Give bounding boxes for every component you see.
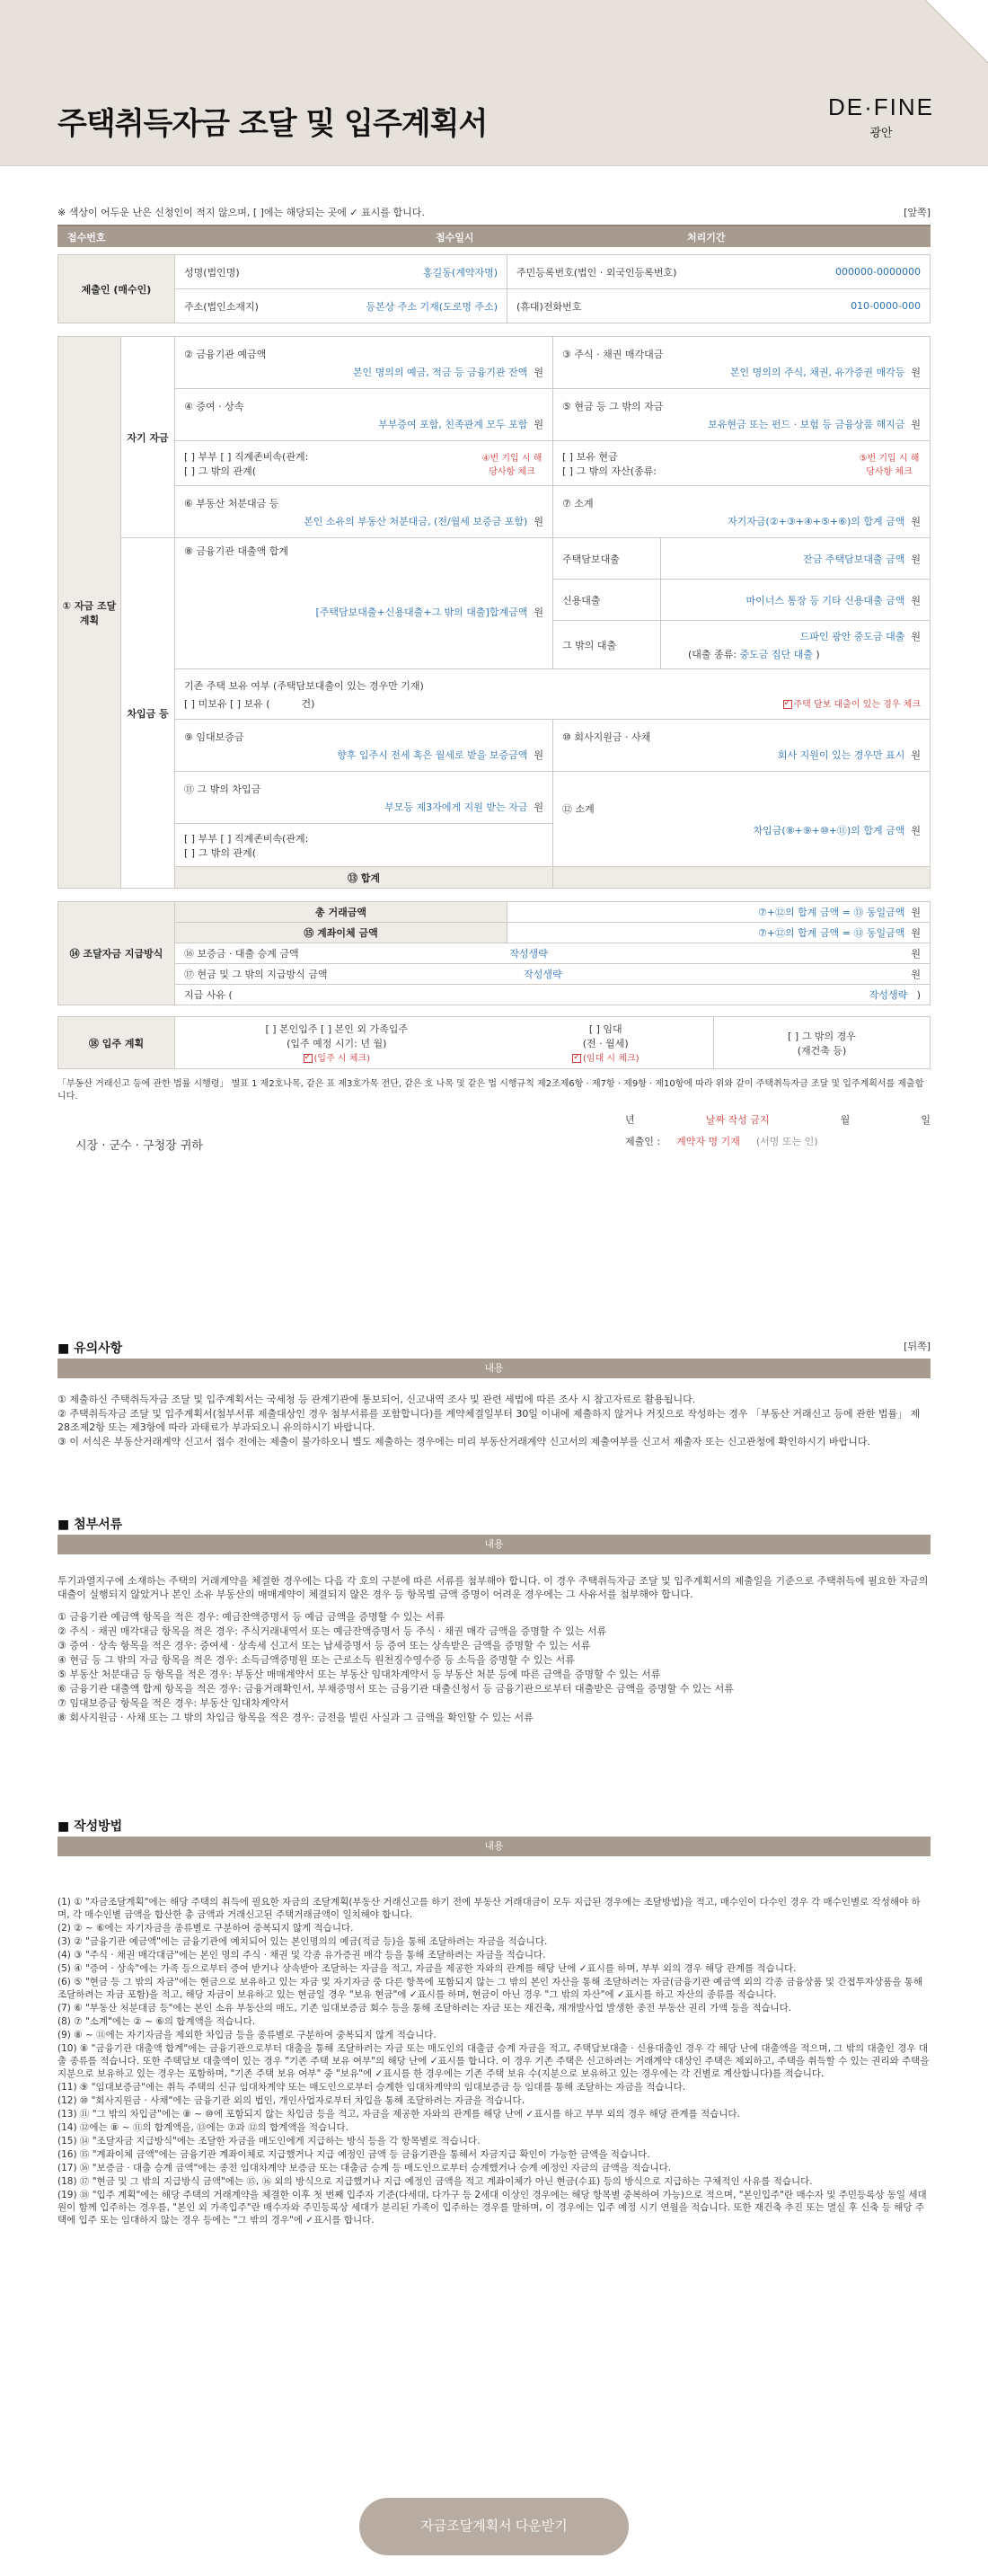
method-list <box>57 1896 931 2227</box>
won-unit: 원 <box>911 630 921 642</box>
form-head-row <box>58 227 931 247</box>
won-unit: 원 <box>911 553 921 565</box>
loan3-label: 그 밖의 대출 <box>553 621 661 669</box>
name-value[interactable]: 홍길동(계약자명) <box>423 266 498 279</box>
attach-title: ■ 첨부서류 <box>57 1518 123 1532</box>
won-unit: 원 <box>911 594 921 606</box>
method-title: ■ 작성방법 <box>57 1819 123 1834</box>
move-in-opt2[interactable]: [ ] 임대 <box>588 1023 622 1035</box>
c3-note[interactable]: 본인 명의의 주식, 채권, 유가증권 매각등 <box>729 366 905 378</box>
attach-list <box>57 1574 931 1725</box>
loan3-kind-note[interactable]: 중도금 집단 대출 <box>739 648 813 660</box>
form-note <box>57 205 931 221</box>
c7-note[interactable]: 자기자금(②+③+④+⑤+⑥)의 합계 금액 <box>727 515 905 527</box>
method-item: (8) ⑦ "소계"에는 ② ~ ⑥의 합계액을 적습니다. <box>57 2016 256 2027</box>
method-item: (12) ⑩ "회사지원금 · 사채"에는 금융기관 외의 법인, 개인사업자로부터 차입을 통해 조달하려는 자금을 적습니다. <box>57 2095 525 2106</box>
move-in-opt1-sub: (입주 예정 시기: 년 월) <box>287 1038 387 1049</box>
attach-intro: 투기과열지구에 소재하는 주택의 거래계약을 체결한 경우에는 다음 각 호의 구분에 따른 서류를 첨부해야 합니다. 이 경우 주택취득자금 조달 및 입주계획서의 제출일을 기준으로 주택취득에 필요한 자금의 대출이 실행되지 않았거나 본인 소유 부동산의 매매계약이 체결되지 않은 경우 등 항목별 금액 증명이 어려운 경우에는 그 사유서를 첨부해야 합니다. <box>57 1575 929 1600</box>
c5-check-other[interactable]: [ ] 그 밖의 자산(종류: <box>562 465 657 477</box>
existing-house-title: 기존 주택 보유 여부 (주택담보대출이 있는 경우만 기재) <box>184 679 424 692</box>
won-unit: 원 <box>911 515 921 527</box>
c5-red-note: ⑤번 기입 시 해당사항 체크 <box>859 453 920 477</box>
loan2-note[interactable]: 마이너스 통장 등 기타 신용대출 금액 <box>745 594 905 606</box>
won-unit: 원 <box>911 366 921 378</box>
attach-title-row <box>57 1515 931 1533</box>
won-unit: 원 <box>534 748 543 761</box>
buyer-table <box>57 254 931 323</box>
c12-note[interactable]: 차입금(⑧+⑨+⑩+⑪)의 합계 금액 <box>753 824 905 837</box>
move-in-opt3-sub: (재건축 등) <box>797 1044 847 1057</box>
won-unit: 원 <box>534 515 543 527</box>
loan3-kind-label: (대출 종류: <box>688 648 737 660</box>
addressee: 시장 · 군수 · 구청장 귀하 <box>75 1139 203 1153</box>
attach-item: ⑥ 금융기관 대출액 합계 항목을 적은 경우: 금융거래확인서, 부채증명서 또는 금융기관 대출신청서 등 금융기관으로부터 대출받은 금액을 증명할 수 있는 서류 <box>57 1683 734 1695</box>
c11-check-other[interactable]: [ ] 그 밖의 관계( <box>184 846 256 859</box>
method-item: (18) ⑰ "현금 및 그 밖의 지급방식 금액"에는 ⑮, ⑯ 외의 방식으로 지급했거나 지급 예정인 금액을 적고 계좌이체가 아닌 현금(수표) 등의 방식으로 지급하는 구체적인 사유를 적습니다. <box>57 2176 813 2187</box>
receipt-date: 접수일시 <box>427 227 678 247</box>
buyer-label: 제출인 (매수인) <box>58 255 175 323</box>
funding-form <box>57 225 931 1175</box>
method-item: (15) ⑭ "조달자금 지급방식"에는 조달한 자금을 매도인에게 지급하는 방식 등을 각 항목별로 적습니다. <box>57 2136 481 2147</box>
c12-title: ⑫ 소계 <box>562 802 595 815</box>
loan3-note[interactable]: 드파인 광안 중도금 대출 <box>799 630 905 642</box>
reason-label: 지급 사유 ( <box>184 989 233 1001</box>
c5-title: ⑤ 현금 등 그 밖의 자금 <box>562 400 664 412</box>
day-label: 일 <box>921 1114 931 1126</box>
c9-note[interactable]: 향후 입주시 전세 혹은 월세로 받을 보증금액 <box>337 748 528 761</box>
id-value[interactable]: 000000-0000000 <box>835 266 921 278</box>
payment-table: ⑭ 조달자금 지급방식 총 거래금액 ⑦+⑫의 합계 금액 = ⑬ 동일금액 원 ⑮ 계좌이체 금액 ⑦+⑫의 합계 금액 = ⑬ 동일금액 원 ⑯ 보증금 · 대출 승계 금액 작성생략 원 ⑰ 현금 및 그 밖의 지급방식 금액 작성생략 원 지급 사유 ( 작성생략 ) <box>57 901 931 1005</box>
method-item: (16) ⑮ "계좌이체 금액"에는 금융기관 계좌이체로 지급했거나 지급 예정인 금액 등 금융기관을 통해서 자금지급 확인이 가능한 금액을 적습니다. <box>57 2149 650 2160</box>
existing-house-options[interactable]: [ ] 미보유 [ ] 보유 ( <box>184 697 270 710</box>
c15-label: ⑮ 계좌이체 금액 <box>175 923 507 943</box>
method-title-row <box>57 1817 931 1835</box>
c17-label: ⑰ 현금 및 그 밖의 지급방식 금액 <box>184 969 328 980</box>
id-label: 주민등록번호(법인 · 외국인등록번호) <box>516 266 677 279</box>
caution-bar: 내용 <box>57 1359 931 1378</box>
signature-block <box>57 1112 931 1175</box>
existing-red-note: 주택 담보 대출이 있는 경우 체크 <box>793 700 921 710</box>
borrowing-label: 차입금 등 <box>121 538 175 889</box>
checkbox-icon <box>572 1054 581 1063</box>
download-button[interactable]: 자금조달계획서 다운받기 <box>359 2498 629 2555</box>
attach-item: ④ 현금 등 그 밖의 자금 항목을 적은 경우: 소득금액증명원 또는 근로소득 원천징수영수증 등 소득을 증명할 수 있는 서류 <box>57 1654 575 1666</box>
move-in-label: ⑱ 입주 계획 <box>58 1017 175 1069</box>
c15-note[interactable]: ⑦+⑫의 합계 금액 = ⑬ 동일금액 <box>757 927 905 939</box>
sign-note: (서명 또는 인) <box>755 1136 818 1147</box>
month-label: 월 <box>840 1114 851 1126</box>
submitter-label: 제출인 : <box>625 1136 661 1147</box>
c4-title: ④ 증여 · 상속 <box>184 400 244 412</box>
c7-title: ⑦ 소계 <box>562 497 594 509</box>
won-unit: 원 <box>534 801 543 813</box>
c2-title: ② 금융기관 예금액 <box>184 348 267 360</box>
c5-note[interactable]: 보유현금 또는 펀드 · 보험 등 금융상품 해지금 <box>708 418 905 430</box>
submitter-note[interactable]: 계약자 명 기재 <box>676 1136 740 1147</box>
attach-item: ② 주식 · 채권 매각대금 항목을 적은 경우: 주식거래내역서 또는 예금잔액증명서 등 주식 · 채권 매각 금액을 증명할 수 있는 서류 <box>57 1625 607 1637</box>
method-item: (6) ⑤ "현금 등 그 밖의 자금"에는 현금으로 보유하고 있는 자금 및 자기자금 중 다른 항목에 포함되지 않는 그 밖의 본인 자산을 통해 조달하려는 자금(금융기관 예금액 외의 각종 금융상품 및 간접투자상품을 통해 조달하려는 자금 포함)을 적고, 해당 자금이 보유하고 있는 현금일 경우 "보유 현금"에 ✓표시를 하며, 현금이 아닌 경우 "그 밖의 자산"에 ✓표시를 하고 자산의 종류를 적습니다. <box>57 1977 923 2000</box>
c11-check-relation[interactable]: [ ] 부부 [ ] 직계존비속(관계: <box>184 832 309 845</box>
method-item: (4) ③ "주식 · 채권 매각대금"에는 본인 명의 주식 · 채권 및 각종 유가증권 매각 등을 통해 조달하려는 자금을 적습니다. <box>57 1950 546 1961</box>
brand-logo <box>828 93 934 140</box>
processing-period: 처리기간 <box>678 227 931 247</box>
caution-title: ■ 유의사항 <box>57 1341 123 1356</box>
c16-label: ⑯ 보증금 · 대출 승계 금액 <box>184 948 299 960</box>
corner-fold-decoration <box>925 0 988 63</box>
phone-label: (휴대)전화번호 <box>516 300 582 313</box>
attach-bar: 내용 <box>57 1535 931 1554</box>
page-side-label: [앞쪽] <box>904 207 931 218</box>
attach-item: ⑧ 회사지원금 · 사채 또는 그 밖의 차입금 항목을 적은 경우: 금전을 빌린 사실과 그 금액을 확인할 수 있는 서류 <box>57 1712 534 1723</box>
c11-note[interactable]: 부모등 제3자에게 지원 받는 자금 <box>384 801 528 813</box>
loan2-label: 신용대출 <box>553 580 661 621</box>
c2-note[interactable]: 본인 명의의 예금, 적금 등 금융기관 잔액 <box>352 366 528 378</box>
c4-note[interactable]: 부부증여 포함, 친족관계 모두 포함 <box>378 418 528 430</box>
c6-title: ⑥ 부동산 처분대금 등 <box>184 497 279 509</box>
c3-title: ③ 주식 · 채권 매각대금 <box>562 348 664 360</box>
method-item: (19) ⑱ "입주 계획"에는 해당 주택의 거래계약을 체결한 이후 첫 번째 입주자 기준(다세대, 다가구 등 2세대 이상인 경우에는 해당 항목별 중복하여 가능)으로 적으며, "본인입주"란 매수자 및 주민등록상 동일 세대원이 함께 입주하는 경우를, "본인 외 가족입주"란 매수자와 주민등록상 세대가 분리된 가족이 입주하는 경우를 말하며, 이 경우에는 입주 예정 시기 연월을 적습니다. 또한 재건축 추진 또는 멸실 후 신축 등 해당 주택에 입주 또는 임대하지 않는 경우 등에는 "그 밖의 경우"에 ✓표시를 합니다. <box>57 2190 927 2226</box>
won-unit: 원 <box>911 418 921 430</box>
caution-title-row <box>57 1339 931 1357</box>
logo-sub: 광안 <box>869 127 893 140</box>
won-unit: 원 <box>534 606 543 618</box>
method-item: (11) ⑨ "임대보증금"에는 취득 주택의 신규 임대차계약 또는 매도인으로부터 승계한 임대차계약의 임대보증금 등 임대를 통해 조달하는 자금을 적습니다. <box>57 2082 686 2093</box>
method-item: (17) ⑯ "보증금 · 대출 승계 금액"에는 종전 임대차계약 보증금 또는 대출금 승계 등 매도인으로부터 승계했거나 승계 예정인 자금의 금액을 적습니다. <box>57 2163 672 2173</box>
funding-plan-table: ① 자금 조달계획 자기 자금 ② 금융기관 예금액 본인 명의의 예금, 적금 등 금융기관 잔액 원 ③ 주식 · 채권 매각대금 본인 명의의 주식, 채권, 유가증권 매각등 원 ④ 증여 · 상속 부부증여 포함, 친족관계 모두 포함 원 ⑤ 현금 등 그 밖의 자금 보유현금 또는 펀드 · 보험 등 금융상품 해지금 원 [ ] 부부 [ ] 직계존비속(관계: [ ] 그 밖의 관계( ④번 기입 시 해당사항 체크 [ ] 보유 현금 [ ] 그 밖의 자산(종류: ⑤번 기입 시 해당사항 체크 ⑥ 부동산 처분대금 등 본인 소유의 부동산 처분대금, (전/월세 보증금 포함) 원 ⑦ 소계 자기자금(②+③+④+⑤+⑥)의 합계 금액 원 차입금 등 ⑧ 금융기관 대출액 합계 [주택담보대출+신용대출+그 밖의 대출]합계금액 원 주택담보대출 잔금 주택담보대출 금액 원 신용대출 마이너스 통장 등 기타 신용대출 금액 원 그 밖의 대출 드파인 광안 중도금 대출 원 (대출 종류: 중도금 집단 대출 ) 기존 주택 보유 여부 (주택담보대출이 있는 경우만 기재) [ ] 미보유 [ ] 보유 ( 건) ✓ 주택 담보 대출이 있는 경우 체크 ⑨ 임대보증금 향후 입주시 전세 혹은 월세로 받을 보증금액 원 ⑩ 회사지원금 · 사채 회사 지원이 있는 경우만 표시 원 ⑪ 그 밖의 차입금 부모등 제3자에게 지원 받는 자금 원 ⑫ 소계 차입금(⑧+⑨+⑩+⑪)의 합계 금액 원 [ ] 부부 [ ] 직계존비속(관계: [ ] 그 밖의 관계( ⑬ 합계 <box>57 336 931 889</box>
method-item: (7) ⑥ "부동산 처분대금 등"에는 본인 소유 부동산의 매도, 기존 임대보증금 회수 등을 통해 조달하려는 자금 또는 재건축, 재개발사업 발생한 종전 부동산 권리 가액 등을 적습니다. <box>57 2003 792 2014</box>
won-unit: 원 <box>534 366 543 378</box>
won-unit: 원 <box>911 948 921 960</box>
won-unit: 원 <box>911 907 921 918</box>
method-item: (2) ② ~ ⑥에는 자기자금을 종류별로 구분하여 중복되지 않게 적습니다. <box>57 1923 354 1934</box>
reason-note[interactable]: 작성생략 <box>869 989 908 1001</box>
c5-check-cash[interactable]: [ ] 보유 현금 <box>562 450 618 463</box>
c10-title: ⑩ 회사지원금 · 사채 <box>562 730 651 743</box>
loan1-label: 주택담보대출 <box>553 538 661 580</box>
date-line <box>625 1112 931 1127</box>
c8-title: ⑧ 금융기관 대출액 합계 <box>184 545 288 557</box>
page-header <box>0 0 988 166</box>
total-amount-label: 총 거래금액 <box>175 902 507 923</box>
c16-note[interactable]: 작성생략 <box>509 948 548 960</box>
method-item: (10) ⑧ "금융기관 대출액 합계"에는 금융기관으로부터 대출을 통해 조달하려는 자금 또는 매도인의 대출금 승계 자금을 적고, 주택담보대출 · 신용대출인 경우 각 해당 난에 대출액을 적으며, 그 밖의 대출인 경우 대출 종류를 적습니다. 또한 주택담보 대출액이 있는 경우 "기존 주택 보유 여부"의 해당 난에 ✓표시를 합니다. 이 경우 기존 주택은 신고하려는 거래계약 대상인 주택은 제외하고, 주택을 취득할 수 있는 권리와 주택을 지분으로 보유하고 있는 경우는 포함하며, "기존 주택 보유 여부" 중 "보유"에 ✓표시를 한 경우에는 기존 주택 보유 수(지분으로 보유하고 있는 경우에는 각 건별로 계산합니다)를 적습니다. <box>57 2043 930 2079</box>
move-in-opt1-red: (입주 시 체크) <box>313 1054 370 1064</box>
checkbox-icon <box>304 1054 313 1063</box>
form-footnote: 「부동산 거래신고 등에 관한 법률 시행령」 별표 1 제2호나목, 같은 표 제3호가목 전단, 같은 호 나목 및 같은 법 시행규칙 제2조제6항 · 제7항 · 제9항 · 제10항에 따라 위와 같이 주택취득자금 조달 및 입주계획서를 제출합니다. <box>57 1079 924 1102</box>
c9-title: ⑨ 임대보증금 <box>184 730 244 743</box>
move-in-table <box>57 1016 931 1069</box>
c6-note[interactable]: 본인 소유의 부동산 처분대금, (전/월세 보증금 포함) <box>304 515 528 527</box>
payment-label: ⑭ 조달자금 지급방식 <box>58 902 175 1005</box>
won-unit: 원 <box>911 824 921 837</box>
method-item: (3) ② "금융기관 예금액"에는 금융기관에 예치되어 있는 본인명의의 예금(적금 등)을 통해 조달하려는 자금을 적습니다. <box>57 1936 548 1947</box>
attach-item: ⑤ 부동산 처분대금 등 항목을 적은 경우: 부동산 매매계약서 또는 부동산 임대차계약서 등 부동산 처분 등에 따른 금액을 증명할 수 있는 서류 <box>57 1669 661 1680</box>
c8-note[interactable]: [주택담보대출+신용대출+그 밖의 대출]합계금액 <box>315 606 528 618</box>
address-label: 주소(법인소재지) <box>184 300 259 313</box>
checkbox-icon <box>783 700 792 709</box>
method-item: (5) ④ "증여 · 상속"에는 가족 등으로부터 증여 받거나 상속받아 조달하는 자금을 적고, 자금을 제공한 자와의 관계를 해당 난에 ✓표시를 하며, 부부 외의 경우 해당 관계를 적습니다. <box>57 1963 797 1974</box>
move-in-opt3[interactable]: [ ] 그 밖의 경우 <box>788 1030 856 1042</box>
caution-list <box>57 1393 931 1449</box>
receipt-number: 접수번호 <box>58 227 427 247</box>
won-unit: 원 <box>911 969 921 980</box>
note-text: ※ 색상이 어두운 난은 신청인이 적지 않으며, [ ]에는 해당되는 곳에 ✓ 표시를 합니다. <box>57 207 425 218</box>
method-item: (9) ⑧ ~ ⑪에는 자기자금을 제외한 차입금 등을 종류별로 구분하여 중복되지 않게 적습니다. <box>57 2030 437 2040</box>
address-value[interactable]: 등본상 주소 기재(도로명 주소) <box>366 300 498 313</box>
method-item: (1) ① "자금조달계획"에는 해당 주택의 취득에 필요한 자금의 조달계획(부동산 거래신고를 하기 전에 부동산 거래대금이 모두 지급된 경우에는 조달방법)을 적고, 매수인이 다수인 경우 각 매수인별로 작성해야 하며, 각 매수인별 금액을 합산한 총 금액과 거래신고된 주택거래금액이 일치해야 합니다. <box>57 1897 921 1920</box>
caution-item: ② 주택취득자금 조달 및 입주계획서(첨부서류 제출대상인 경우 첨부서류를 포함합니다)를 계약체결일부터 30일 이내에 제출하지 않거나 거짓으로 작성하는 경우 「부동산 거래신고 등에 관한 법률」 제28조제2항 또는 제3항에 따라 과태료가 부과되오니 유의하시기 바랍니다. <box>57 1408 921 1433</box>
won-unit: 원 <box>911 748 921 761</box>
name-label: 성명(법인명) <box>184 266 240 279</box>
own-funds-label: 자기 자금 <box>121 337 175 538</box>
funding-plan-label: ① 자금 조달계획 <box>58 337 121 889</box>
won-unit: 원 <box>534 418 543 430</box>
phone-value[interactable]: 010-0000-000 <box>851 300 921 312</box>
loan1-note[interactable]: 잔금 주택담보대출 금액 <box>803 553 905 565</box>
c10-note[interactable]: 회사 지원이 있는 경우만 표시 <box>777 748 905 761</box>
caution-item: ① 제출하신 주택취득자금 조달 및 입주계획서는 국세청 등 관계기관에 통보되어, 신고내역 조사 및 관련 세법에 따른 조사 시 참고자료로 활용됩니다. <box>57 1394 696 1405</box>
existing-house-unit: 건) <box>301 697 315 710</box>
c4-check-other[interactable]: [ ] 그 밖의 관계( <box>184 465 256 477</box>
move-in-opt2-sub: (전 · 월세) <box>582 1038 629 1049</box>
method-item: (13) ⑪ "그 밖의 차입금"에는 ⑧ ~ ⑩에 포함되지 않는 차입금 등을 적고, 자금을 제공한 자와의 관계를 해당 난에 ✓표시를 하고 부부 외의 경우 해당 관계를 적습니다. <box>57 2109 740 2120</box>
date-note: 날짜 작성 금지 <box>705 1114 770 1126</box>
c4-red-note: ④번 기입 시 해당사항 체크 <box>481 453 543 477</box>
move-in-opt1[interactable]: [ ] 본인입주 [ ] 본인 외 가족입주 <box>265 1023 409 1035</box>
page-title: 주택취득자금 조달 및 입주계획서 <box>57 106 488 142</box>
won-unit: 원 <box>911 927 921 939</box>
total-amount-note[interactable]: ⑦+⑫의 합계 금액 = ⑬ 동일금액 <box>757 907 905 918</box>
c4-check-relation[interactable]: [ ] 부부 [ ] 직계존비속(관계: <box>184 450 309 463</box>
method-bar: 내용 <box>57 1837 931 1856</box>
method-item: (14) ⑫에는 ⑧ ~ ⑪의 합계액을, ⑬에는 ⑦과 ⑫의 합계액을 적습니다. <box>57 2122 348 2133</box>
c11-title: ⑪ 그 밖의 차입금 <box>184 783 261 795</box>
attach-item: ① 금융기관 예금액 항목을 적은 경우: 예금잔액증명서 등 예금 금액을 증명할 수 있는 서류 <box>57 1611 445 1623</box>
move-in-opt2-red: (임대 시 체크) <box>583 1054 640 1064</box>
c17-note[interactable]: 작성생략 <box>524 969 562 980</box>
attach-item: ③ 증여 · 상속 항목을 적은 경우: 증여세 · 상속세 신고서 또는 납세증명서 등 증여 또는 상속받은 금액을 증명할 수 있는 서류 <box>57 1640 591 1651</box>
c13-total-label: ⑬ 합계 <box>175 867 553 889</box>
submitter-line <box>625 1134 931 1148</box>
caution-item: ③ 이 서식은 부동산거래계약 신고서 접수 전에는 제출이 불가하오니 별도 제출하는 경우에는 미리 부동산거래계약 신고서의 제출여부를 신고서 제출자 또는 신고관청에 확인하시기 바랍니다. <box>57 1436 870 1447</box>
logo-brand: DE·FINE <box>828 93 934 120</box>
year-label: 년 <box>625 1114 635 1126</box>
attach-item: ⑦ 임대보증금 항목을 적은 경우: 부동산 임대차계약서 <box>57 1697 289 1709</box>
back-side-label: [뒤쪽] <box>904 1341 931 1352</box>
